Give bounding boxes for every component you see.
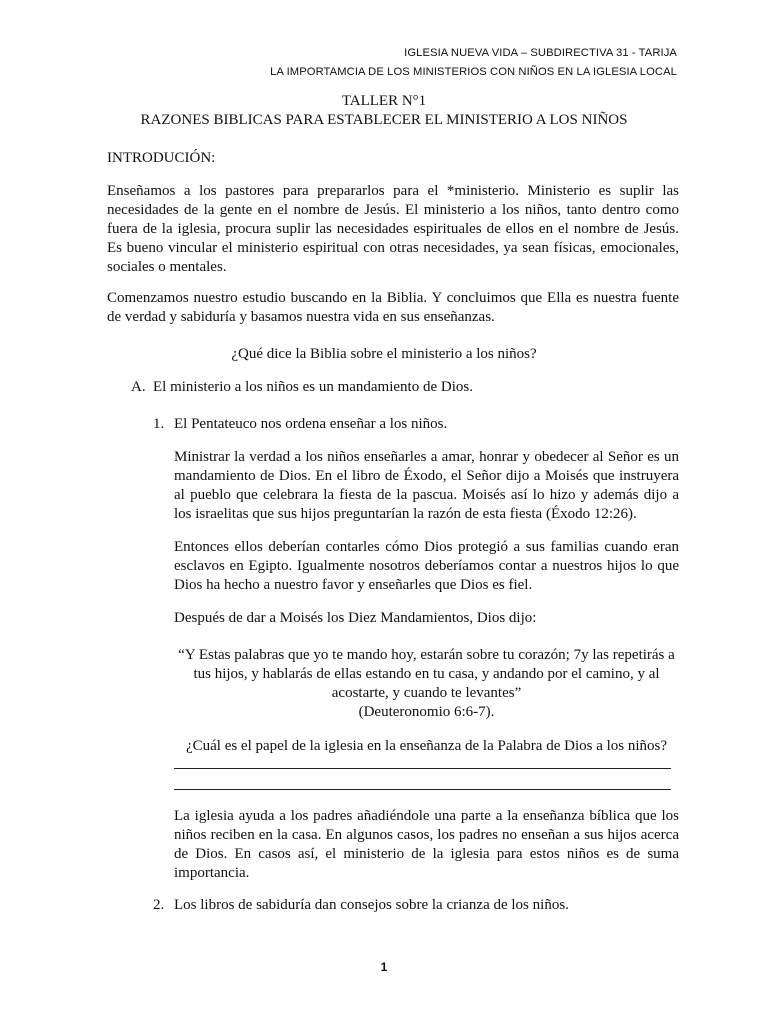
- paragraph-line: niños reciben en la casa. En algunos casos, los padres no enseñan a sus hijos acerca: [174, 827, 679, 843]
- paragraph-line: Entonces ellos deberían contarles cómo Dios protegió a sus familias cuando eran: [174, 539, 679, 555]
- intro-heading: INTRODUCIÓN:: [107, 150, 216, 166]
- paragraph-line: al pueblo que celebrara la fiesta de la pascua. Moisés así lo hizo y además dijo a: [174, 487, 679, 503]
- item-1-paragraph-2: [174, 538, 679, 595]
- quote-line: acostarte, y cuando te levantes”: [331, 685, 522, 701]
- document-header: [270, 44, 677, 82]
- paragraph-line: de Dios. En casos así, el ministerio de la iglesia para estos niños es de suma: [174, 846, 679, 862]
- paragraph-line: sociales o mentales.: [107, 259, 227, 275]
- paragraph-line: Dios ha hecho a nuestro favor y enseñarles que Dios es fiel.: [174, 577, 533, 593]
- paragraph-line: Enseñamos a los pastores para prepararlos para el *ministerio. Ministerio es suplir las: [107, 183, 679, 199]
- item-2-heading: Los libros de sabiduría dan consejos sobre la crianza de los niños.: [174, 897, 569, 913]
- answer-line[interactable]: [174, 789, 671, 790]
- quote-reference: (Deuteronomio 6:6-7).: [358, 704, 495, 720]
- paragraph-line: La iglesia ayuda a los padres añadiéndole una parte a la enseñanza bíblica que los: [174, 808, 679, 824]
- church-role-question: ¿Cuál es el papel de la iglesia en la enseñanza de la Palabra de Dios a los niños?: [185, 738, 668, 754]
- intro-paragraph-2: [107, 289, 679, 327]
- page-number: 1: [380, 960, 388, 974]
- main-question: ¿Qué dice la Biblia sobre el ministerio a los niños?: [231, 346, 537, 362]
- item-1-paragraph-3: Después de dar a Moisés los Diez Mandamientos, Dios dijo:: [174, 610, 537, 626]
- quote-line: tus hijos, y hablarás de ellas estando en tu casa, y andando por el camino, y al: [193, 666, 660, 682]
- paragraph-line: importancia.: [174, 865, 250, 881]
- paragraph-line: esclavos en Egipto. Igualmente nosotros deberíamos contar a nuestros hijos lo que: [174, 558, 679, 574]
- answer-line[interactable]: [174, 768, 671, 769]
- taller-subtitle: RAZONES BIBLICAS PARA ESTABLECER EL MINISTERIO A LOS NIÑOS: [140, 112, 628, 128]
- deuteronomy-quote: [174, 646, 679, 722]
- header-line-2: LA IMPORTAMCIA DE LOS MINISTERIOS CON NIÑOS EN LA IGLESIA LOCAL: [270, 66, 677, 78]
- paragraph-line: fuera de la iglesia, procura suplir las necesidades espirituales de ellos en el nombre de Jesús.: [107, 221, 679, 237]
- item-1-marker: 1.: [153, 416, 165, 432]
- paragraph-line: necesidades de la gente en el nombre de Jesús. El ministerio a los niños, tanto dentro como: [107, 202, 679, 218]
- item-1-paragraph-1: [174, 448, 679, 524]
- paragraph-line: Ministrar la verdad a los niños enseñarles a amar, honrar y obedecer al Señor es un: [174, 449, 679, 465]
- paragraph-line: los israelitas que sus hijos preguntarían la razón de esta fiesta (Éxodo 12:26).: [174, 506, 637, 522]
- item-1-heading: El Pentateuco nos ordena enseñar a los niños.: [174, 416, 448, 432]
- taller-title: TALLER N°1: [341, 93, 427, 109]
- item-1-paragraph-4: [174, 807, 679, 883]
- paragraph-line: de verdad y sabiduría y basamos nuestra vida en sus enseñanzas.: [107, 309, 495, 325]
- paragraph-line: Es bueno vincular el ministerio espiritual con otras necesidades, ya sean físicas, emocionales,: [107, 240, 679, 256]
- header-line-1: IGLESIA NUEVA VIDA – SUBDIRECTIVA 31 - TARIJA: [404, 47, 677, 59]
- intro-paragraph-1: [107, 182, 679, 277]
- title-block: [0, 92, 768, 130]
- item-2-marker: 2.: [153, 897, 165, 913]
- section-a-heading: El ministerio a los niños es un mandamiento de Dios.: [153, 379, 473, 395]
- section-a-marker: A.: [131, 379, 146, 395]
- paragraph-line: mandamiento de Dios. En el libro de Éxodo, el Señor dijo a Moisés que instruyera: [174, 468, 679, 484]
- paragraph-line: Comenzamos nuestro estudio buscando en la Biblia. Y concluimos que Ella es nuestra fuente: [107, 290, 679, 306]
- quote-line: “Y Estas palabras que yo te mando hoy, estarán sobre tu corazón; 7y las repetirás a: [178, 647, 675, 663]
